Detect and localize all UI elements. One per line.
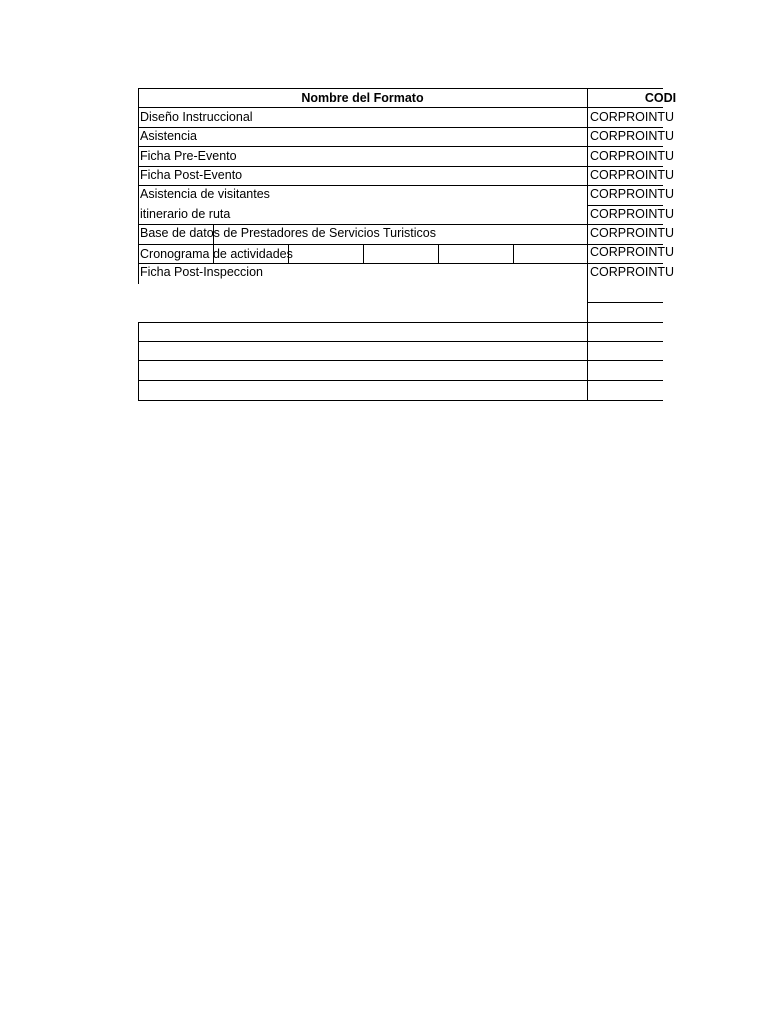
row-code: CORPROINTU — [590, 265, 675, 279]
row-name: Ficha Pre-Evento — [140, 149, 237, 163]
row-name: Ficha Post-Inspeccion — [140, 265, 263, 279]
row-code: CORPROINTU — [590, 187, 675, 201]
header-code: CODI — [644, 91, 677, 105]
row-name: Ficha Post-Evento — [140, 168, 243, 182]
row-code: CORPROINTU — [590, 110, 675, 124]
row-code: CORPROINTU — [590, 168, 675, 182]
row-name: Asistencia — [140, 129, 197, 143]
row-name: Diseño Instruccional — [140, 110, 253, 124]
header-name: Nombre del Formato — [301, 91, 424, 105]
row-code: CORPROINTU — [590, 226, 675, 240]
row-code: CORPROINTU — [590, 129, 675, 143]
row-name: Asistencia de visitantes — [140, 187, 270, 201]
row-code: CORPROINTU — [590, 149, 675, 163]
row-name: Cronograma de actividades — [140, 247, 293, 261]
row-code: CORPROINTU — [590, 245, 675, 259]
row-name: Base de datos de Prestadores de Servicios Turisticos — [140, 226, 436, 240]
format-table — [138, 88, 677, 401]
row-code: CORPROINTU — [590, 207, 675, 221]
row-name: itinerario de ruta — [140, 207, 231, 221]
